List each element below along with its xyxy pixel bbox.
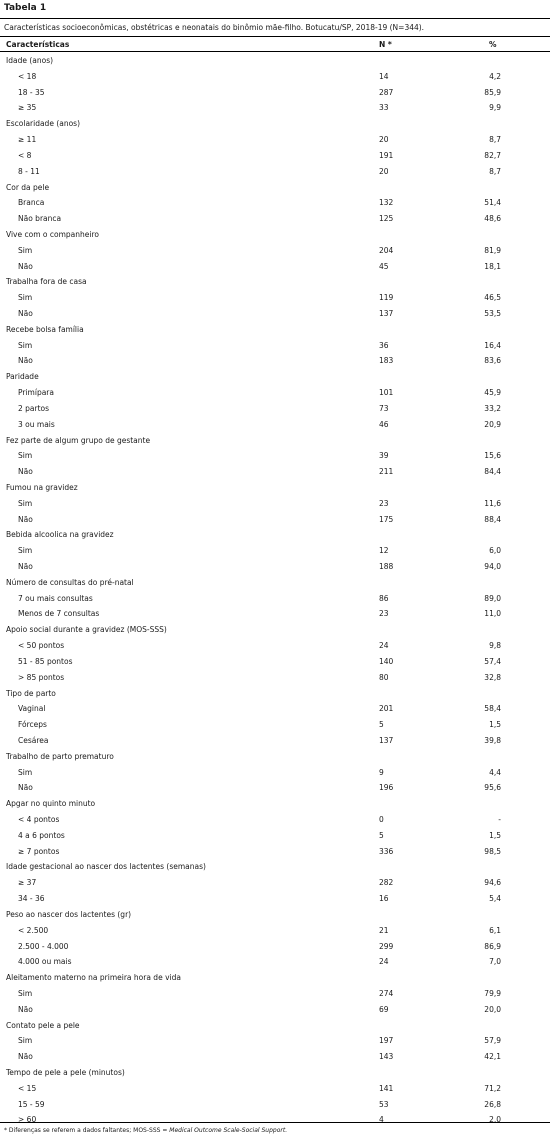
row-label: Sim [18, 245, 33, 255]
cell-n: 46 [379, 419, 389, 429]
table-group-row [0, 621, 550, 637]
group-label: Idade gestacional ao nascer dos lactentes (semanas) [6, 862, 206, 872]
table-row [0, 416, 550, 432]
table-row [0, 258, 550, 274]
cell-n: 125 [379, 214, 394, 224]
cell-n: 137 [379, 309, 394, 318]
cell-percent: 15,6 [484, 451, 501, 461]
table-row [0, 827, 550, 843]
row-label: ≥ 37 [18, 878, 37, 888]
row-label: Primípara [18, 388, 54, 398]
cell-n: 274 [379, 988, 394, 998]
cell-percent: 89,0 [484, 593, 501, 603]
table-row [0, 542, 550, 558]
group-label: Aleitamento materno na primeira hora de vida [6, 973, 181, 983]
group-label: Fez parte de algum grupo de gestante [6, 435, 151, 445]
table-row [0, 985, 550, 1001]
table-row [0, 242, 550, 258]
cell-n: 5 [379, 720, 384, 730]
table-group-row [0, 52, 550, 68]
table-row [0, 447, 550, 463]
cell-n: 73 [379, 403, 389, 413]
table-group-row [0, 1064, 550, 1080]
row-label: 18 - 35 [18, 87, 45, 97]
cell-percent: 1,5 [489, 830, 501, 840]
row-label: 34 - 36 [18, 894, 45, 904]
row-label: < 18 [18, 71, 37, 81]
cell-n: 282 [379, 878, 394, 888]
cell-percent: 53,5 [484, 309, 501, 318]
group-label: Tempo de pele a pele (minutos) [6, 1068, 125, 1077]
cell-percent: 18,1 [484, 261, 501, 271]
cell-n: 119 [379, 293, 394, 303]
row-label: 4 a 6 pontos [18, 830, 65, 840]
cell-n: 188 [379, 562, 394, 571]
row-label: ≥ 35 [18, 103, 37, 113]
cell-percent: 94,6 [484, 878, 501, 888]
row-label: 4.000 ou mais [18, 957, 72, 967]
table-row [0, 210, 550, 226]
cell-n: 23 [379, 609, 389, 619]
cell-n: 0 [379, 815, 384, 824]
group-label: Número de consultas do pré-natal [6, 577, 134, 587]
table-title: Tabela 1 [4, 3, 47, 13]
cell-n: 86 [379, 593, 389, 603]
cell-percent: 33,2 [484, 403, 501, 413]
cell-percent: 20,0 [484, 1004, 501, 1014]
footnote-italic-text: Medical Outcome Scale-Social Support. [169, 1127, 288, 1134]
cell-percent: 57,4 [484, 656, 501, 666]
cell-n: 9 [379, 767, 384, 777]
row-label: Branca [18, 198, 45, 208]
row-label: 3 ou mais [18, 419, 55, 429]
row-label: ≥ 11 [18, 135, 37, 145]
row-label: Sim [18, 546, 33, 556]
group-label: Vive com o companheiro [6, 229, 99, 239]
table-row [0, 337, 550, 353]
table-row [0, 811, 550, 827]
cell-percent: 71,2 [484, 1083, 501, 1093]
group-label: Peso ao nascer dos lactentes (gr) [6, 909, 132, 919]
row-label: < 15 [18, 1083, 37, 1093]
cell-percent: 8,7 [489, 135, 501, 145]
cell-n: 21 [379, 925, 389, 935]
cell-percent: 95,6 [484, 783, 501, 793]
cell-percent: 81,9 [484, 245, 501, 255]
table-row [0, 1111, 550, 1127]
cell-n: 143 [379, 1052, 394, 1062]
row-label: Não branca [18, 214, 62, 224]
cell-percent: 51,4 [484, 198, 501, 208]
table-group-row [0, 368, 550, 384]
cell-n: 33 [379, 103, 389, 113]
table-row [0, 289, 550, 305]
table-row [0, 732, 550, 748]
cell-n: 16 [379, 894, 389, 904]
cell-n: 132 [379, 198, 394, 208]
row-label: Menos de 7 consultas [18, 609, 100, 619]
cell-percent: 32,8 [484, 672, 501, 682]
row-label: Não [18, 467, 33, 477]
cell-percent: 6,0 [489, 546, 501, 556]
cell-n: 183 [379, 356, 394, 366]
table-caption: Características socioeconômicas, obstétricas e neonatais do binômio mãe-filho. Botucatu/SP, 2018-19 (N=344). [4, 23, 425, 32]
table-row [0, 131, 550, 147]
footnote-text: * Diferenças se referem a dados faltantes; MOS-SSS = [4, 1127, 170, 1134]
row-label: < 4 pontos [18, 815, 60, 824]
cell-percent: 26,8 [484, 1099, 501, 1109]
cell-n: 336 [379, 846, 394, 856]
table-row [0, 495, 550, 511]
table-row [0, 938, 550, 954]
table-row [0, 147, 550, 163]
table-row [0, 669, 550, 685]
group-label: Paridade [6, 372, 39, 382]
table-row [0, 511, 550, 527]
table-row [0, 922, 550, 938]
row-label: Não [18, 514, 33, 524]
table-row [0, 1080, 550, 1096]
row-label: < 50 pontos [18, 641, 65, 651]
row-label: Sim [18, 767, 33, 777]
cell-n: 299 [379, 941, 394, 951]
table-row [0, 194, 550, 210]
cell-percent: 45,9 [484, 388, 501, 398]
cell-percent: 42,1 [484, 1052, 501, 1062]
table-footnote [4, 1127, 287, 1134]
table-group-row [0, 479, 550, 495]
table-group-row [0, 273, 550, 289]
cell-percent: 4,2 [489, 71, 501, 81]
group-label: Recebe bolsa família [6, 324, 84, 334]
cell-percent: 7,0 [489, 957, 501, 967]
cell-n: 24 [379, 957, 389, 967]
table-row [0, 68, 550, 84]
row-label: < 2.500 [18, 925, 49, 935]
table-group-row [0, 858, 550, 874]
row-label: ≥ 7 pontos [18, 846, 60, 856]
cell-n: 287 [379, 87, 394, 97]
group-label: Idade (anos) [6, 56, 54, 65]
row-label: Sim [18, 451, 33, 461]
table-row [0, 843, 550, 859]
table-header [0, 37, 550, 51]
row-label: Sim [18, 340, 33, 350]
row-label: 8 - 11 [18, 166, 40, 176]
table-row [0, 700, 550, 716]
cell-percent: 11,0 [484, 609, 501, 619]
row-label: 2 partos [18, 403, 50, 413]
row-label: Sim [18, 988, 33, 998]
cell-n: 69 [379, 1004, 389, 1014]
table-row [0, 764, 550, 780]
title-rule [0, 18, 550, 19]
cell-n: 211 [379, 467, 394, 477]
row-label: 2.500 - 4.000 [18, 941, 69, 951]
cell-percent: 46,5 [484, 293, 501, 303]
row-label: Não [18, 783, 33, 793]
table-group-row [0, 432, 550, 448]
row-label: 15 - 59 [18, 1099, 45, 1109]
row-label: > 60 [18, 1115, 37, 1125]
cell-n: 4 [379, 1115, 384, 1125]
cell-percent: 2,0 [489, 1115, 501, 1125]
table-group-row [0, 179, 550, 195]
table-row [0, 590, 550, 606]
cell-n: 80 [379, 672, 389, 682]
cell-n: 14 [379, 71, 389, 81]
cell-percent: 39,8 [484, 735, 501, 745]
table-row [0, 953, 550, 969]
group-label: Apgar no quinto minuto [6, 799, 96, 809]
cell-percent: 58,4 [484, 704, 501, 714]
table-group-row [0, 321, 550, 337]
cell-percent: 9,8 [489, 641, 501, 651]
table-row [0, 605, 550, 621]
row-label: Cesárea [18, 735, 49, 745]
cell-percent: 9,9 [489, 103, 501, 113]
table-row [0, 653, 550, 669]
cell-percent: 6,1 [489, 925, 501, 935]
table-body [0, 52, 550, 1127]
cell-percent: 88,4 [484, 514, 501, 524]
cell-n: 36 [379, 340, 389, 350]
table-group-row [0, 574, 550, 590]
row-label: Não [18, 1004, 33, 1014]
table-row [0, 1032, 550, 1048]
row-label: 51 - 85 pontos [18, 656, 73, 666]
cell-percent: 84,4 [484, 467, 501, 477]
cell-percent: 20,9 [484, 419, 501, 429]
table-row [0, 84, 550, 100]
table-group-row [0, 226, 550, 242]
group-label: Trabalha fora de casa [6, 277, 87, 287]
table-group-row [0, 748, 550, 764]
group-label: Fumou na gravidez [6, 482, 78, 492]
cell-percent: 98,5 [484, 846, 501, 856]
cell-n: 140 [379, 656, 394, 666]
table-row [0, 352, 550, 368]
table-row [0, 1096, 550, 1112]
cell-percent: 1,5 [489, 720, 501, 730]
cell-percent: 8,7 [489, 166, 501, 176]
group-label: Apoio social durante a gravidez (MOS-SSS) [6, 625, 167, 635]
cell-n: 20 [379, 166, 389, 176]
group-label: Contato pele a pele [6, 1020, 80, 1030]
table-row [0, 463, 550, 479]
row-label: Sim [18, 1036, 33, 1046]
cell-percent: 5,4 [489, 894, 501, 904]
row-label: Vaginal [18, 704, 46, 714]
cell-percent: 79,9 [484, 988, 501, 998]
cell-percent: 86,9 [484, 941, 501, 951]
cell-percent: 94,0 [484, 562, 501, 571]
group-label: Escolaridade (anos) [6, 119, 81, 129]
table-group-row [0, 685, 550, 701]
table-row [0, 779, 550, 795]
row-label: Sim [18, 293, 33, 303]
cell-n: 137 [379, 735, 394, 745]
column-header-percent: % [489, 40, 497, 49]
table-row [0, 874, 550, 890]
cell-percent: 48,6 [484, 214, 501, 224]
table-group-row [0, 906, 550, 922]
cell-percent: 85,9 [484, 87, 501, 97]
table-row [0, 400, 550, 416]
table-bottom-rule [0, 1122, 550, 1123]
cell-n: 201 [379, 704, 394, 714]
table-row [0, 558, 550, 574]
group-label: Bebida alcoolica na gravidez [6, 530, 114, 540]
cell-n: 5 [379, 830, 384, 840]
table-row [0, 384, 550, 400]
group-label: Tipo de parto [6, 688, 56, 698]
cell-n: 20 [379, 135, 389, 145]
table-row [0, 890, 550, 906]
row-label: Não [18, 309, 33, 318]
cell-percent: 16,4 [484, 340, 501, 350]
table-group-row [0, 795, 550, 811]
table-row [0, 99, 550, 115]
cell-n: 204 [379, 245, 394, 255]
group-label: Cor da pele [6, 182, 50, 192]
cell-percent: 83,6 [484, 356, 501, 366]
row-label: Não [18, 261, 33, 271]
cell-percent: 82,7 [484, 150, 501, 160]
table-row [0, 163, 550, 179]
cell-n: 191 [379, 150, 394, 160]
cell-n: 45 [379, 261, 389, 271]
cell-n: 175 [379, 514, 394, 524]
cell-percent: 11,6 [484, 498, 501, 508]
table-group-row [0, 969, 550, 985]
table-row [0, 1048, 550, 1064]
table-row [0, 1001, 550, 1017]
row-label: > 85 pontos [18, 672, 65, 682]
table-row [0, 716, 550, 732]
column-header-characteristics: Características [6, 40, 70, 49]
row-label: Fórceps [18, 720, 47, 730]
cell-n: 53 [379, 1099, 389, 1109]
table-group-row [0, 526, 550, 542]
cell-n: 141 [379, 1083, 394, 1093]
table-group-row [0, 115, 550, 131]
row-label: Não [18, 1052, 33, 1062]
group-label: Trabalho de parto prematuro [6, 751, 114, 761]
table-group-row [0, 1017, 550, 1033]
cell-n: 24 [379, 641, 389, 651]
cell-n: 196 [379, 783, 394, 793]
cell-n: 39 [379, 451, 389, 461]
table-row [0, 305, 550, 321]
cell-n: 23 [379, 498, 389, 508]
table-row [0, 637, 550, 653]
row-label: 7 ou mais consultas [18, 593, 93, 603]
cell-percent: 4,4 [489, 767, 501, 777]
cell-n: 12 [379, 546, 389, 556]
row-label: Não [18, 356, 33, 366]
cell-percent: - [498, 815, 501, 824]
cell-n: 197 [379, 1036, 394, 1046]
row-label: < 8 [18, 150, 32, 160]
column-header-n: N * [379, 40, 392, 49]
cell-percent: 57,9 [484, 1036, 501, 1046]
cell-n: 101 [379, 388, 394, 398]
row-label: Sim [18, 498, 33, 508]
row-label: Não [18, 562, 33, 571]
